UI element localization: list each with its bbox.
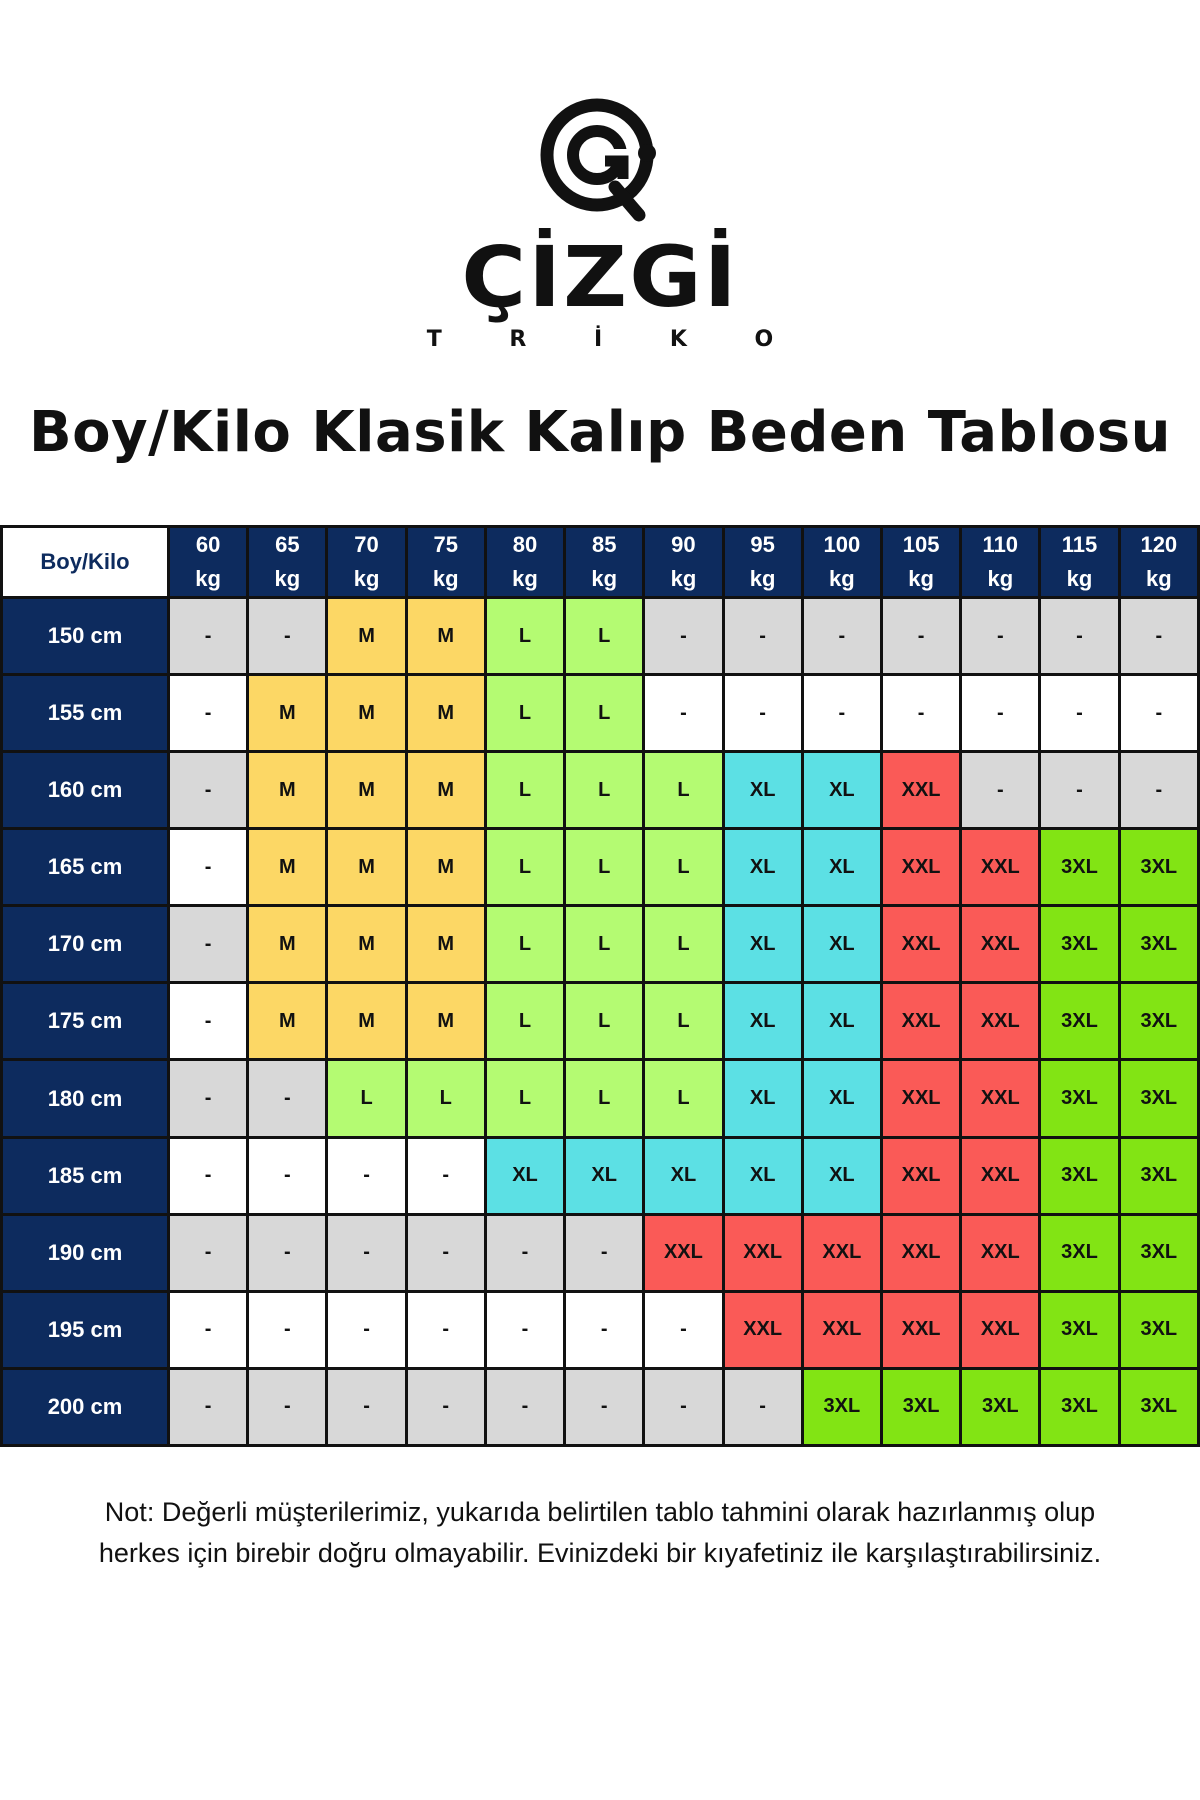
size-cell: L — [644, 1060, 723, 1137]
size-cell: - — [802, 675, 881, 752]
size-cell: L — [406, 1060, 485, 1137]
size-cell: - — [248, 1214, 327, 1291]
size-cell: - — [248, 1137, 327, 1214]
size-cell: 3XL — [1119, 1137, 1198, 1214]
size-cell: M — [327, 829, 406, 906]
table-row — [2, 1291, 1199, 1368]
size-cell: - — [248, 1291, 327, 1368]
size-cell: - — [169, 1060, 248, 1137]
size-cell: L — [485, 829, 564, 906]
size-cell: M — [406, 752, 485, 829]
size-cell: 3XL — [1040, 1291, 1119, 1368]
size-cell: - — [327, 1214, 406, 1291]
weight-header-95 — [723, 527, 802, 598]
weight-unit: kg — [353, 566, 380, 591]
size-cell: - — [1040, 598, 1119, 675]
size-cell: - — [169, 598, 248, 675]
height-label: 190 cm — [2, 1214, 169, 1291]
weight-header-90 — [644, 527, 723, 598]
size-cell: M — [327, 675, 406, 752]
size-cell: - — [169, 1291, 248, 1368]
size-cell: XXL — [881, 906, 960, 983]
weight-header-105 — [881, 527, 960, 598]
size-table — [0, 525, 1200, 1447]
size-cell: - — [169, 983, 248, 1060]
weight-unit: kg — [829, 566, 855, 591]
size-cell: - — [565, 1291, 644, 1368]
size-cell: XXL — [961, 1291, 1040, 1368]
height-label: 150 cm — [2, 598, 169, 675]
size-cell: M — [248, 906, 327, 983]
size-cell: L — [565, 752, 644, 829]
weight-value: 120 — [1140, 532, 1178, 557]
weight-unit: kg — [274, 566, 301, 591]
height-label: 165 cm — [2, 829, 169, 906]
size-cell: XL — [723, 983, 802, 1060]
size-cell: XL — [723, 1060, 802, 1137]
note-line-2: herkes için birebir doğru olmayabilir. Evinizdeki bir kıyafetiniz ile karşılaştırabilirsiniz. — [98, 1538, 1102, 1568]
size-cell: M — [406, 675, 485, 752]
size-cell: XL — [565, 1137, 644, 1214]
size-cell: M — [327, 983, 406, 1060]
size-cell: - — [327, 1137, 406, 1214]
size-cell: M — [248, 675, 327, 752]
weight-value: 115 — [1061, 532, 1098, 557]
table-row — [2, 1214, 1199, 1291]
size-cell: - — [881, 675, 960, 752]
disclaimer-note — [20, 1492, 1180, 1574]
size-cell: XL — [723, 906, 802, 983]
brand-subtitle: T R İ K O — [426, 327, 804, 352]
size-cell: L — [485, 983, 564, 1060]
table-row — [2, 1137, 1199, 1214]
weight-value: 70 — [354, 532, 379, 557]
size-cell: - — [1040, 752, 1119, 829]
weight-header-70 — [327, 527, 406, 598]
size-cell: 3XL — [802, 1368, 881, 1445]
size-cell: - — [961, 752, 1040, 829]
size-cell: - — [406, 1291, 485, 1368]
height-label: 180 cm — [2, 1060, 169, 1137]
size-cell: 3XL — [1119, 1368, 1198, 1445]
table-row — [2, 983, 1199, 1060]
weight-value: 60 — [195, 532, 221, 557]
size-cell: XXL — [881, 829, 960, 906]
weight-unit: kg — [591, 566, 618, 591]
size-cell: XL — [802, 1060, 881, 1137]
size-cell: XXL — [961, 906, 1040, 983]
weight-unit: kg — [987, 566, 1014, 591]
weight-header-60 — [169, 527, 248, 598]
page-title: Boy/Kilo Klasik Kalıp Beden Tablosu — [29, 400, 1171, 465]
size-cell: XXL — [881, 752, 960, 829]
size-cell: - — [485, 1368, 564, 1445]
size-cell: - — [169, 829, 248, 906]
size-cell: L — [644, 752, 723, 829]
weight-header-65 — [248, 527, 327, 598]
size-cell: XXL — [881, 1060, 960, 1137]
weight-header-120 — [1119, 527, 1198, 598]
size-chart — [0, 525, 1200, 1447]
size-cell: 3XL — [1040, 829, 1119, 906]
weight-value: 90 — [671, 532, 696, 557]
size-cell: - — [406, 1137, 485, 1214]
table-row — [2, 829, 1199, 906]
size-cell: L — [644, 906, 723, 983]
size-cell: M — [327, 598, 406, 675]
size-cell: - — [327, 1291, 406, 1368]
weight-unit: kg — [670, 566, 697, 591]
size-cell: M — [406, 829, 485, 906]
size-cell: L — [565, 906, 644, 983]
size-cell: - — [248, 598, 327, 675]
size-cell: 3XL — [1119, 983, 1198, 1060]
size-cell: - — [723, 598, 802, 675]
size-cell: 3XL — [1119, 829, 1198, 906]
size-cell: XL — [802, 752, 881, 829]
size-cell: - — [248, 1060, 327, 1137]
size-cell: 3XL — [1040, 1137, 1119, 1214]
size-cell: XL — [723, 752, 802, 829]
size-cell: L — [565, 829, 644, 906]
size-cell: M — [327, 906, 406, 983]
size-cell: - — [723, 675, 802, 752]
weight-unit: kg — [1145, 566, 1172, 591]
size-cell: M — [406, 983, 485, 1060]
weight-unit: kg — [1066, 566, 1093, 591]
size-cell: L — [485, 598, 564, 675]
brand-name: ÇİZGİ — [461, 228, 739, 326]
size-cell: - — [644, 1368, 723, 1445]
size-cell: L — [565, 983, 644, 1060]
weight-unit: kg — [749, 566, 776, 591]
size-cell: XXL — [961, 1137, 1040, 1214]
size-cell: L — [485, 1060, 564, 1137]
size-cell: - — [169, 752, 248, 829]
size-cell: - — [327, 1368, 406, 1445]
weight-unit: kg — [908, 566, 934, 591]
weight-header-85 — [565, 527, 644, 598]
size-cell: - — [961, 598, 1040, 675]
size-cell: - — [565, 1368, 644, 1445]
table-row — [2, 675, 1199, 752]
weight-unit: kg — [432, 566, 459, 591]
height-label: 160 cm — [2, 752, 169, 829]
size-cell: XL — [802, 829, 881, 906]
weight-value: 100 — [823, 532, 861, 557]
brand-logo — [0, 95, 1200, 355]
size-cell: XL — [723, 829, 802, 906]
size-cell: 3XL — [1040, 1060, 1119, 1137]
weight-header-row — [2, 527, 1199, 598]
size-cell: - — [1119, 675, 1198, 752]
table-row — [2, 1368, 1199, 1445]
size-cell: - — [169, 675, 248, 752]
size-cell: - — [961, 675, 1040, 752]
size-cell: XXL — [881, 1137, 960, 1214]
size-cell: 3XL — [961, 1368, 1040, 1445]
size-cell: - — [1119, 752, 1198, 829]
size-cell: - — [644, 1291, 723, 1368]
weight-header-100 — [802, 527, 881, 598]
size-cell: M — [327, 752, 406, 829]
height-label: 195 cm — [2, 1291, 169, 1368]
note-line-1: Not: Değerli müşterilerimiz, yukarıda belirtilen tablo tahmini olarak hazırlanmış olup — [104, 1497, 1096, 1527]
size-cell: XXL — [961, 1214, 1040, 1291]
weight-header-80 — [485, 527, 564, 598]
size-cell: L — [565, 1060, 644, 1137]
cg-circle-logo-icon — [535, 95, 665, 225]
table-row — [2, 906, 1199, 983]
table-row — [2, 598, 1199, 675]
size-cell: - — [1119, 598, 1198, 675]
size-cell: - — [881, 598, 960, 675]
size-cell: XXL — [881, 1214, 960, 1291]
size-cell: - — [248, 1368, 327, 1445]
size-cell: - — [723, 1368, 802, 1445]
weight-value: 80 — [512, 532, 538, 557]
height-label: 175 cm — [2, 983, 169, 1060]
size-cell: L — [485, 675, 564, 752]
size-cell: 3XL — [1040, 906, 1119, 983]
size-cell: M — [406, 598, 485, 675]
size-cell: XXL — [881, 983, 960, 1060]
weight-value: 110 — [982, 532, 1019, 557]
size-cell: 3XL — [1119, 906, 1198, 983]
size-cell: XL — [485, 1137, 564, 1214]
size-cell: L — [327, 1060, 406, 1137]
size-cell: - — [644, 675, 723, 752]
size-cell: XXL — [802, 1214, 881, 1291]
height-label: 170 cm — [2, 906, 169, 983]
weight-header-110 — [961, 527, 1040, 598]
size-cell: L — [565, 675, 644, 752]
size-cell: M — [248, 752, 327, 829]
size-cell: L — [644, 983, 723, 1060]
size-cell: XXL — [881, 1291, 960, 1368]
size-cell: XL — [723, 1137, 802, 1214]
table-row — [2, 1060, 1199, 1137]
size-cell: 3XL — [1119, 1291, 1198, 1368]
size-cell: XXL — [961, 829, 1040, 906]
size-cell: - — [485, 1214, 564, 1291]
size-cell: - — [169, 906, 248, 983]
size-cell: XXL — [961, 1060, 1040, 1137]
weight-header-115 — [1040, 527, 1119, 598]
size-cell: - — [169, 1137, 248, 1214]
size-cell: M — [406, 906, 485, 983]
weight-value: 95 — [750, 532, 775, 557]
size-cell: XXL — [802, 1291, 881, 1368]
table-row — [2, 752, 1199, 829]
size-cell: L — [644, 829, 723, 906]
size-cell: XL — [802, 906, 881, 983]
size-cell: - — [802, 598, 881, 675]
size-cell: L — [485, 752, 564, 829]
size-cell: 3XL — [1119, 1214, 1198, 1291]
size-cell: XL — [802, 983, 881, 1060]
size-cell: - — [644, 598, 723, 675]
size-cell: XL — [644, 1137, 723, 1214]
size-cell: L — [485, 906, 564, 983]
size-cell: - — [169, 1214, 248, 1291]
size-cell: - — [406, 1368, 485, 1445]
weight-header-75 — [406, 527, 485, 598]
size-cell: M — [248, 983, 327, 1060]
size-cell: - — [565, 1214, 644, 1291]
weight-value: 75 — [433, 532, 458, 557]
size-cell: M — [248, 829, 327, 906]
size-cell: 3XL — [1119, 1060, 1198, 1137]
weight-unit: kg — [195, 566, 221, 591]
size-cell: XL — [802, 1137, 881, 1214]
size-cell: 3XL — [881, 1368, 960, 1445]
size-cell: L — [565, 598, 644, 675]
height-label: 185 cm — [2, 1137, 169, 1214]
weight-value: 85 — [591, 532, 617, 557]
weight-value: 65 — [275, 532, 300, 557]
corner-label: Boy/Kilo — [2, 527, 169, 598]
size-cell: 3XL — [1040, 983, 1119, 1060]
size-cell: XXL — [723, 1291, 802, 1368]
size-cell: - — [169, 1368, 248, 1445]
size-cell: XXL — [961, 983, 1040, 1060]
size-cell: 3XL — [1040, 1368, 1119, 1445]
size-cell: - — [485, 1291, 564, 1368]
height-label: 155 cm — [2, 675, 169, 752]
height-label: 200 cm — [2, 1368, 169, 1445]
size-cell: - — [406, 1214, 485, 1291]
weight-unit: kg — [512, 566, 538, 591]
size-cell: - — [1040, 675, 1119, 752]
size-cell: 3XL — [1040, 1214, 1119, 1291]
size-cell: XXL — [723, 1214, 802, 1291]
weight-value: 105 — [902, 532, 940, 557]
size-cell: XXL — [644, 1214, 723, 1291]
